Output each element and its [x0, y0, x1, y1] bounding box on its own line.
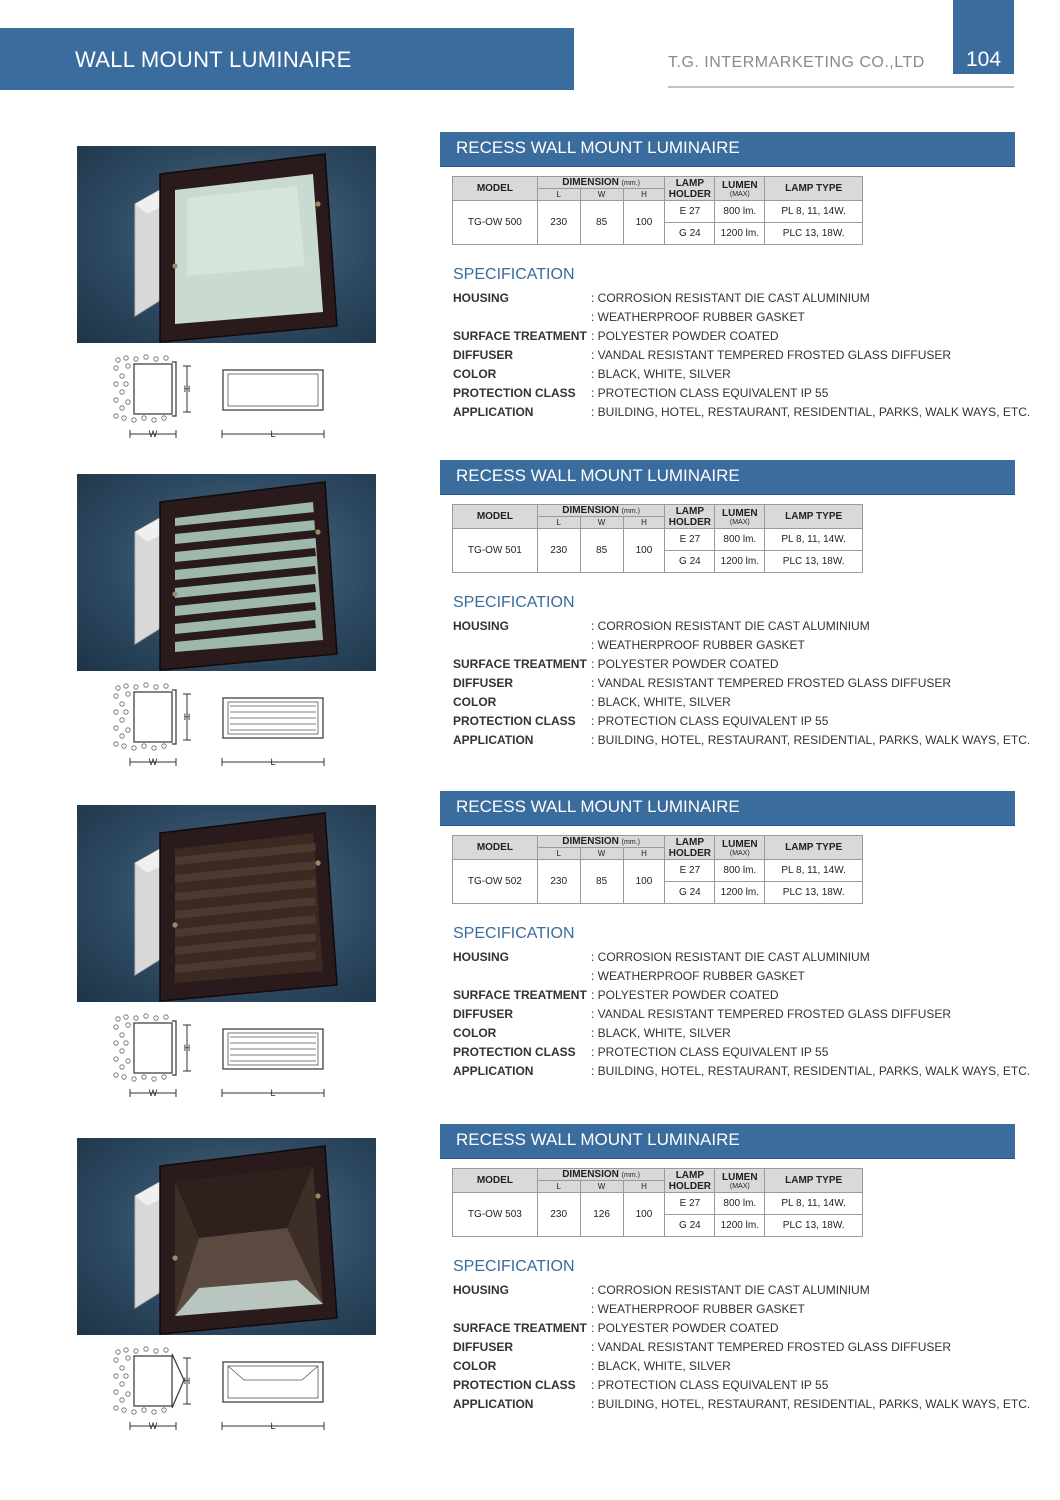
specification-title: SPECIFICATION [453, 266, 575, 283]
lamp-holder-cell: G 24 [665, 882, 715, 904]
length-dimension-label: L [270, 1421, 276, 1431]
spec-value: : BUILDING, HOTEL, RESTAURANT, RESIDENTIAL, PARKS, WALK WAYS, ETC. [591, 405, 1031, 419]
lamp-type-cell: PLC 13, 18W. [765, 1215, 863, 1237]
dimension-header [537, 836, 665, 848]
width-cell: 85 [580, 201, 623, 245]
lumen-header [715, 177, 765, 201]
lamp-holder-cell: G 24 [665, 1215, 715, 1237]
spec-value: : WEATHERPROOF RUBBER GASKET [591, 969, 805, 983]
length-header: L [537, 1181, 580, 1193]
holder-label: HOLDER [668, 516, 711, 528]
lamp-type-cell: PL 8, 11, 14W. [765, 1193, 863, 1215]
width-dimension-label: W [148, 1088, 158, 1098]
spec-value: : WEATHERPROOF RUBBER GASKET [591, 1302, 805, 1316]
lamp-holder-cell: E 27 [665, 201, 715, 223]
dimension-header-label: DIMENSION [562, 1169, 619, 1180]
model-cell: TG-OW 501 [453, 529, 538, 573]
product-photo [77, 474, 376, 671]
length-header: L [537, 848, 580, 860]
dimension-unit: (mm.) [621, 839, 640, 846]
spec-value: : WEATHERPROOF RUBBER GASKET [591, 310, 805, 324]
height-dimension-label: H [183, 712, 191, 722]
length-cell: 230 [537, 529, 580, 573]
spec-value: : CORROSION RESISTANT DIE CAST ALUMINIUM [591, 619, 870, 633]
dimension-drawings [110, 354, 350, 446]
lumen-max-label: (MAX) [729, 849, 750, 857]
product-table [452, 1168, 863, 1237]
width-cell: 126 [580, 1193, 623, 1237]
lumen-cell: 800 lm. [715, 1193, 765, 1215]
spec-value: : POLYESTER POWDER COATED [591, 988, 779, 1002]
width-header: W [580, 517, 623, 529]
spec-label: APPLICATION [453, 733, 534, 747]
holder-label: HOLDER [668, 847, 711, 859]
height-dimension-label: H [183, 1376, 191, 1386]
spec-label: SURFACE TREATMENT [453, 657, 587, 671]
width-header: W [580, 189, 623, 201]
spec-value: : VANDAL RESISTANT TEMPERED FROSTED GLASS DIFFUSER [591, 348, 952, 362]
length-dimension-label: L [270, 429, 276, 439]
spec-value: : BLACK, WHITE, SILVER [591, 367, 731, 381]
lamp-holder-header [665, 1169, 715, 1193]
height-header: H [623, 848, 665, 860]
product-section-2 [0, 466, 1060, 804]
lumen-header [715, 505, 765, 529]
spec-label: DIFFUSER [453, 348, 513, 362]
spec-value: : CORROSION RESISTANT DIE CAST ALUMINIUM [591, 1283, 870, 1297]
lumen-cell: 800 lm. [715, 529, 765, 551]
height-header: H [623, 189, 665, 201]
spec-value: : BUILDING, HOTEL, RESTAURANT, RESIDENTIAL, PARKS, WALK WAYS, ETC. [591, 733, 1031, 747]
company-name: T.G. INTERMARKETING CO.,LTD [668, 54, 925, 71]
lamp-holder-header [665, 505, 715, 529]
lumen-max-label: (MAX) [729, 190, 750, 198]
side-view-drawing [114, 1347, 191, 1430]
lumen-cell: 1200 lm. [715, 551, 765, 573]
holder-label: HOLDER [668, 188, 711, 200]
spec-label: COLOR [453, 695, 497, 709]
side-view-drawing [114, 355, 191, 438]
height-cell: 100 [623, 529, 665, 573]
model-header: MODEL [453, 836, 538, 860]
holder-label: HOLDER [668, 1180, 711, 1192]
lamp-holder-cell: G 24 [665, 551, 715, 573]
section-heading: RECESS WALL MOUNT LUMINAIRE [456, 1130, 740, 1149]
height-dimension-label: H [183, 1043, 191, 1053]
lamp-label: LAMP [675, 505, 705, 517]
company-underline [668, 86, 1014, 88]
spec-value: : PROTECTION CLASS EQUIVALENT IP 55 [591, 1045, 829, 1059]
width-header: W [580, 848, 623, 860]
lamp-type-cell: PL 8, 11, 14W. [765, 860, 863, 882]
lumen-label: LUMEN [722, 179, 758, 191]
lamp-holder-cell: E 27 [665, 860, 715, 882]
spec-label: SURFACE TREATMENT [453, 988, 587, 1002]
spec-label: APPLICATION [453, 1064, 534, 1078]
length-cell: 230 [537, 860, 580, 904]
lamp-holder-cell: G 24 [665, 223, 715, 245]
side-view-drawing [114, 1014, 191, 1097]
specification-title: SPECIFICATION [453, 1258, 575, 1275]
section-heading: RECESS WALL MOUNT LUMINAIRE [456, 138, 740, 157]
section-heading: RECESS WALL MOUNT LUMINAIRE [456, 797, 740, 816]
lumen-max-label: (MAX) [729, 1182, 750, 1190]
width-dimension-label: W [148, 757, 158, 767]
product-photo [77, 1138, 376, 1335]
lamp-holder-cell: E 27 [665, 1193, 715, 1215]
dimension-header-label: DIMENSION [562, 177, 619, 188]
dimension-unit: (mm.) [621, 508, 640, 515]
width-cell: 85 [580, 529, 623, 573]
spec-label: PROTECTION CLASS [453, 386, 576, 400]
spec-label: SURFACE TREATMENT [453, 1321, 587, 1335]
length-dimension-label: L [270, 757, 276, 767]
lamp-label: LAMP [675, 836, 705, 848]
product-photo [77, 146, 376, 343]
model-header: MODEL [453, 505, 538, 529]
spec-value: : CORROSION RESISTANT DIE CAST ALUMINIUM [591, 291, 870, 305]
model-cell: TG-OW 500 [453, 201, 538, 245]
spec-label: APPLICATION [453, 1397, 534, 1411]
page-number: 104 [965, 48, 1002, 71]
section-heading: RECESS WALL MOUNT LUMINAIRE [456, 466, 740, 485]
product-section-3 [0, 797, 1060, 1135]
height-cell: 100 [623, 860, 665, 904]
height-header: H [623, 1181, 665, 1193]
lamp-type-header: LAMP TYPE [765, 1169, 863, 1193]
dimension-header-label: DIMENSION [562, 505, 619, 516]
length-dimension-label: L [270, 1088, 276, 1098]
spec-value: : BLACK, WHITE, SILVER [591, 1359, 731, 1373]
lamp-holder-header [665, 836, 715, 860]
lamp-type-header: LAMP TYPE [765, 505, 863, 529]
spec-value: : CORROSION RESISTANT DIE CAST ALUMINIUM [591, 950, 870, 964]
dimension-drawings [110, 682, 350, 774]
spec-label: PROTECTION CLASS [453, 1045, 576, 1059]
lumen-cell: 800 lm. [715, 201, 765, 223]
luminaire-illustration [77, 474, 376, 671]
dimension-unit: (mm.) [621, 1172, 640, 1179]
dimension-unit: (mm.) [621, 180, 640, 187]
lamp-type-cell: PLC 13, 18W. [765, 882, 863, 904]
height-cell: 100 [623, 1193, 665, 1237]
lamp-label: LAMP [675, 177, 705, 189]
spec-label: COLOR [453, 367, 497, 381]
product-photo [77, 805, 376, 1002]
lamp-type-cell: PL 8, 11, 14W. [765, 529, 863, 551]
front-view-drawing [222, 698, 324, 766]
spec-label: PROTECTION CLASS [453, 714, 576, 728]
height-dimension-label: H [183, 384, 191, 394]
spec-value: : VANDAL RESISTANT TEMPERED FROSTED GLASS DIFFUSER [591, 1340, 952, 1354]
front-view-drawing [222, 1362, 324, 1430]
spec-value: : VANDAL RESISTANT TEMPERED FROSTED GLASS DIFFUSER [591, 1007, 952, 1021]
spec-value: : POLYESTER POWDER COATED [591, 657, 779, 671]
spec-label: COLOR [453, 1026, 497, 1040]
spec-value: : BUILDING, HOTEL, RESTAURANT, RESIDENTIAL, PARKS, WALK WAYS, ETC. [591, 1397, 1031, 1411]
lumen-header [715, 836, 765, 860]
lumen-cell: 1200 lm. [715, 1215, 765, 1237]
side-view-drawing [114, 683, 191, 766]
lamp-holder-header [665, 177, 715, 201]
product-section-1 [0, 138, 1060, 476]
product-table [452, 504, 863, 573]
lamp-label: LAMP [675, 1169, 705, 1181]
luminaire-illustration [77, 805, 376, 1002]
spec-value: : PROTECTION CLASS EQUIVALENT IP 55 [591, 386, 829, 400]
front-view-drawing [222, 370, 324, 438]
spec-label: HOUSING [453, 950, 510, 964]
lamp-type-cell: PLC 13, 18W. [765, 551, 863, 573]
lumen-label: LUMEN [722, 1171, 758, 1183]
lamp-type-cell: PLC 13, 18W. [765, 223, 863, 245]
dimension-header [537, 1169, 665, 1181]
lumen-label: LUMEN [722, 507, 758, 519]
spec-label: HOUSING [453, 1283, 510, 1297]
luminaire-illustration [77, 1138, 376, 1335]
spec-label: COLOR [453, 1359, 497, 1373]
lumen-max-label: (MAX) [729, 518, 750, 526]
lumen-cell: 1200 lm. [715, 882, 765, 904]
spec-value: : POLYESTER POWDER COATED [591, 1321, 779, 1335]
product-section-4 [0, 1130, 1060, 1468]
product-table [452, 835, 863, 904]
page-title: WALL MOUNT LUMINAIRE [75, 47, 352, 72]
lumen-cell: 1200 lm. [715, 223, 765, 245]
width-dimension-label: W [148, 429, 158, 439]
spec-label: DIFFUSER [453, 1007, 513, 1021]
spec-value: : VANDAL RESISTANT TEMPERED FROSTED GLASS DIFFUSER [591, 676, 952, 690]
width-cell: 85 [580, 860, 623, 904]
spec-label: DIFFUSER [453, 1340, 513, 1354]
length-header: L [537, 517, 580, 529]
spec-label: PROTECTION CLASS [453, 1378, 576, 1392]
lumen-header [715, 1169, 765, 1193]
model-cell: TG-OW 502 [453, 860, 538, 904]
product-table [452, 176, 863, 245]
dimension-header [537, 505, 665, 517]
spec-value: : BLACK, WHITE, SILVER [591, 1026, 731, 1040]
spec-value: : PROTECTION CLASS EQUIVALENT IP 55 [591, 714, 829, 728]
lamp-type-cell: PL 8, 11, 14W. [765, 201, 863, 223]
spec-label: HOUSING [453, 291, 510, 305]
width-header: W [580, 1181, 623, 1193]
dimension-header [537, 177, 665, 189]
front-view-drawing [222, 1029, 324, 1097]
height-cell: 100 [623, 201, 665, 245]
width-dimension-label: W [148, 1421, 158, 1431]
height-header: H [623, 517, 665, 529]
lumen-label: LUMEN [722, 838, 758, 850]
lamp-type-header: LAMP TYPE [765, 177, 863, 201]
spec-value: : BUILDING, HOTEL, RESTAURANT, RESIDENTIAL, PARKS, WALK WAYS, ETC. [591, 1064, 1031, 1078]
specification-title: SPECIFICATION [453, 594, 575, 611]
length-header: L [537, 189, 580, 201]
specification-title: SPECIFICATION [453, 925, 575, 942]
spec-label: APPLICATION [453, 405, 534, 419]
lamp-type-header: LAMP TYPE [765, 836, 863, 860]
dimension-header-label: DIMENSION [562, 836, 619, 847]
length-cell: 230 [537, 1193, 580, 1237]
luminaire-illustration [77, 146, 376, 343]
spec-label: HOUSING [453, 619, 510, 633]
model-cell: TG-OW 503 [453, 1193, 538, 1237]
lumen-cell: 800 lm. [715, 860, 765, 882]
dimension-drawings [110, 1013, 350, 1105]
lamp-holder-cell: E 27 [665, 529, 715, 551]
length-cell: 230 [537, 201, 580, 245]
spec-value: : PROTECTION CLASS EQUIVALENT IP 55 [591, 1378, 829, 1392]
spec-value: : WEATHERPROOF RUBBER GASKET [591, 638, 805, 652]
model-header: MODEL [453, 1169, 538, 1193]
spec-value: : BLACK, WHITE, SILVER [591, 695, 731, 709]
spec-value: : POLYESTER POWDER COATED [591, 329, 779, 343]
spec-label: SURFACE TREATMENT [453, 329, 587, 343]
model-header: MODEL [453, 177, 538, 201]
spec-label: DIFFUSER [453, 676, 513, 690]
dimension-drawings [110, 1346, 350, 1438]
